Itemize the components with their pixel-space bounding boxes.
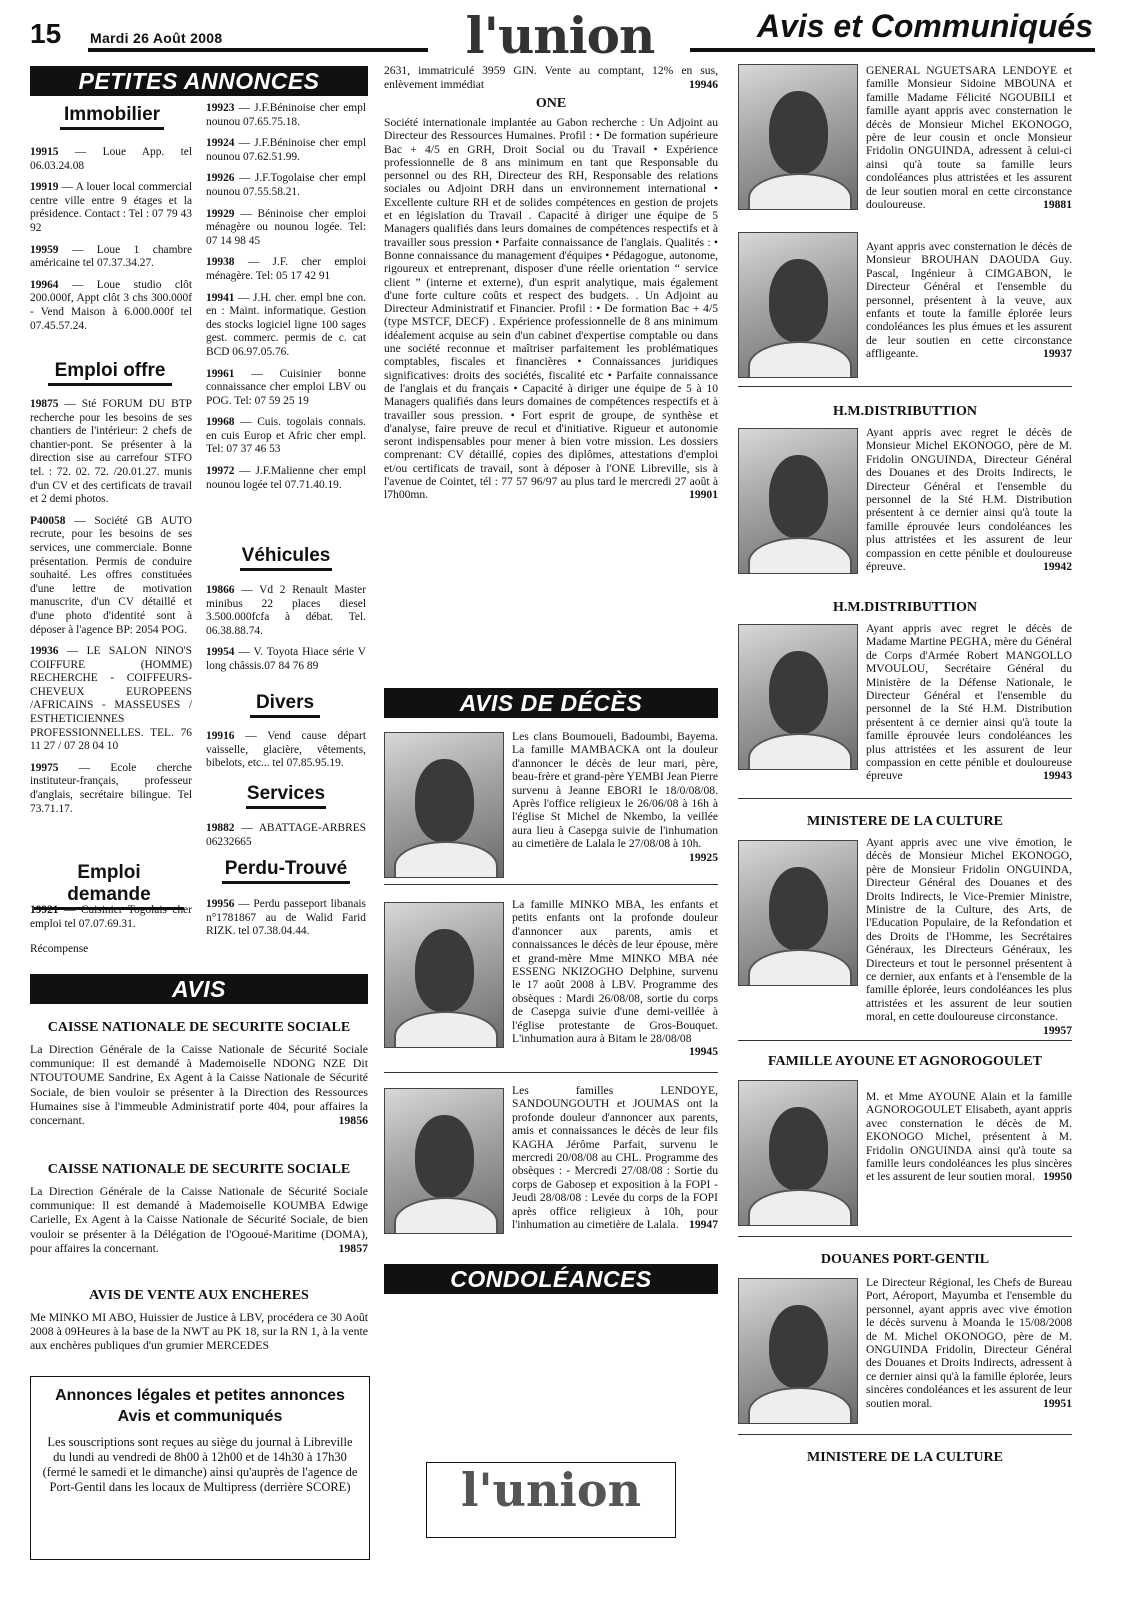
separator <box>738 798 1072 799</box>
condolence-5-text: Ayant appris avec une vive émotion, le décès de Monsieur Michel EKONOGO, père de Monsieur Fridolin ONGUINDA, Directeur Général des Douanes et des Droits Indirects, le Vice-Premier Ministre, Ministre de la Culture, des Arts, de l'Education Populaire, de la Refondation et des Droits de l'Homme, les Secrétaires Généraux, les Directeurs Généraux, les Directeurs et tout le personnel présentent à ce dernier, aux enfants et à l'ensemble de la famille éplorée, leurs condoléances les plus attristées et les assurent de leur soutien moral, en cette douloureuse circonstance. 19957 <box>866 836 1072 1037</box>
condolence-2-text: Ayant appris avec consternation le décès de Monsieur BROUHAN DAOUDA Guy. Pascal, Ingénieur à CIMGABON, le Directeur Général et l'ensemble du personnel, présentent à la veuve, aux enfants et toute la famille éplorée leurs condoléances les plus émues et les assurent de leur soutien en cette circonstance affligeante. 19937 <box>866 240 1072 361</box>
condolence-photo-2 <box>738 232 858 378</box>
bottom-logo: l'union <box>460 1463 642 1517</box>
recompense-text: Récompense <box>30 943 89 956</box>
petites-annonces-bar: PETITES ANNONCES <box>30 66 368 96</box>
condolence-5-head: MINISTERE DE LA CULTURE <box>807 814 1003 829</box>
deces-2-text: La famille MINKO MBA, les enfants et petits enfants ont la profonde douleur d'annoncer aux parents, amis et connaissances le décès de leur épouse, mère et grand-mère Mme MINKO MBA née ESSENG NKIZOGHO Delphine, survenu le 17 août 2008 à LBV. Programme des obsèques : Mardi 26/08/08, sortie du corps de Casepga suivie d'une demi-veillée à l'église protestante de Gros-Bouquet. L'inhumation aura à Bitam le 28/08/08 19945 <box>512 898 718 1059</box>
condolence-8-head: MINISTERE DE LA CULTURE <box>807 1450 1003 1465</box>
condolence-4-head: H.M.DISTRIBUTTION <box>833 600 977 615</box>
legal-box-text: Les souscriptions sont reçues au siège du journal à Libreville du lundi au vendredi de 8h00 à 12h00 et de 14h30 à 17h30 (fermé le samedi et le dimanche) ainsi qu'auprès de l'agence de Port-Gentil dans les locaux de Multipress (derrière SCORE) <box>42 1435 358 1494</box>
perdu-list <box>206 898 366 947</box>
condolence-3-text: Ayant appris avec regret le décès de Monsieur Michel EKONOGO, père de M. Fridolin ONGUINDA, Directeur Général des Douanes et des Droits Indirects, le Directeur Général et l'ensemble du personnel de la Sté H.M. Distribution présentent à ce dernier ainsi qu'à toute la famille éprouvée leurs condoléances les plus attristées et les assurent de leur compassion en cette pénible et douloureuse épreuve. 19942 <box>866 426 1072 574</box>
condolence-photo-5 <box>738 840 858 986</box>
annonce-19972: 19972 — J.F.Malienne cher empl nounou logée tel 07.71.40.19. <box>206 465 366 491</box>
avis-2-text: La Direction Générale de la Caisse Nationale de Sécurité Sociale communique: Il est demandé à Mademoiselle KOUMBA Edwige Carielle, Ex Agent à la Caisse Nationale de Sécurité Sociale, de bien vouloir se présenter à la Délégation de l'Ogooué-Maritime (DOMA), pour affaires la concernant. 19857 <box>30 1184 368 1255</box>
annonce-19938: 19938 — J.F. cher emploi ménagère. Tel: 05 17 42 91 <box>206 256 366 282</box>
annonce-19916: 19916 — Vend cause départ vaisselle, glacière, vêtements, bibelots, etc... tel 07.85.95.19. <box>206 730 366 770</box>
perdu-trouve-heading: Perdu-Trouvé <box>222 858 350 884</box>
separator <box>384 1072 718 1073</box>
avis-3-text: Me MINKO MI ABO, Huissier de Justice à LBV, procédera ce 30 Août 2008 à 09Heures à la base de la NWT au PK 18, sur la RN 1, à la vente aux enchères publiques d'un grumier MERCEDES <box>30 1310 368 1353</box>
annonce-19954: 19954 — V. Toyota Hiace série V long châssis.07 84 76 89 <box>206 646 366 672</box>
deces-1-text: Les clans Boumoueli, Badoumbi, Bayema. La famille MAMBACKA ont la douleur d'annoncer le décès de leur mari, père, beau-frère et grand-père YEMBI Jean Pierre survenu à Jeanne EBORI le 18/0/08/08. Après l'office religieux le 26/06/08 à 16h à l'église St Michel de Nkembo, la veillée aura lieu à Casepga suivie de l'inhumation au cimetière de Lalala le 27/08/08 à 10h. 19925 <box>512 730 718 864</box>
annonce-19926: 19926 — J.F.Togolaise cher empl nounou 07.55.58.21. <box>206 172 366 198</box>
condolence-6-text: M. et Mme AYOUNE Alain et la famille AGNOROGOULET Elisabeth, ayant appris avec consternation le décès de M. EKONOGO Michel, présentent à M. Fridolin ONGUINDA ainsi qu'à toute sa famille leurs condoléances les plus sincères et les assurent de leur soutien moral. 19950 <box>866 1090 1072 1184</box>
immobilier-list <box>30 146 192 341</box>
condolence-1-text: GENERAL NGUETSARA LENDOYE et famille Monsieur Sidoine MBOUNA et famille Madame Félicité NGOUBILI et famille ayant appris avec consternation le décès de Monsieur Michel EKONOGO, père de leur cousin et oncle Monsieur Fridolin ONGUINDA, adressent à celui-ci ainsi qu'à toute sa famille leurs condoléances plus attristées et les assurent de leur soutien moral en cette circonstance douloureuse. 19881 <box>866 64 1072 212</box>
annonce-19959: 19959 — Loue 1 chambre américaine tel 07.37.34.27. <box>30 243 192 270</box>
legal-notice-box <box>30 1376 370 1560</box>
condolence-photo-3 <box>738 428 858 574</box>
annonces-col2 <box>206 102 366 500</box>
annonce-19924: 19924 — J.F.Béninoise cher empl nounou 07.62.51.99. <box>206 137 366 163</box>
legal-box-title-2: Avis et communiqués <box>117 1408 283 1425</box>
emploi-offre-list <box>30 398 192 824</box>
annonce-19961: 19961 — Cuisinier bonne connaissance cher emploi LBV ou POG. Tel: 07 59 25 19 <box>206 367 366 407</box>
separator <box>738 386 1072 387</box>
deces-photo-3 <box>384 1088 504 1234</box>
vehicules-list <box>206 584 366 682</box>
annonce-19915: 19915 — Loue App. tel 06.03.24.08 <box>30 146 192 172</box>
divers-list <box>206 730 366 779</box>
separator <box>384 884 718 885</box>
deces-3-text: Les familles LENDOYE, SANDOUNGOUTH et JOUMAS ont la profonde douleur d'annoncer aux parents, amis et connaissances le décès de leur fils KAGHA Jérôme Parfait, survenu le mercredi 20/08/08 au CHL. Programme des obsèques : - Mercredi 27/08/08 : Sortie du corps de Gabosep et exposition à la FOPI - Jeudi 28/08/08 : Levée du corps de la FOPI après office religieux à 10h, pour l'inhumation au cimetière de Lalala. 19947 <box>512 1084 718 1232</box>
condolence-photo-1 <box>738 64 858 210</box>
page-number: 15 <box>30 18 62 49</box>
avis-1-head: CAISSE NATIONALE DE SECURITE SOCIALE <box>47 1020 351 1035</box>
emploi-demande-list <box>30 904 192 965</box>
section-title: Avis et Communiqués <box>756 8 1093 44</box>
annonce-19882: 19882 — ABATTAGE-ARBRES 06232665 <box>206 822 366 848</box>
deces-photo-1 <box>384 732 504 878</box>
annonce-19919: 19919 — A louer local commercial centre ville entre 9 étages et la présidence. Contact : Tel : 07 79 43 92 <box>30 181 192 234</box>
auction-continued: 2631, immatriculé 3959 GIN. Vente au comptant, 12% en sus, enlèvement immédiat 19946 <box>384 64 718 91</box>
legal-box-title-1: Annonces légales et petites annonces <box>55 1387 345 1404</box>
condolence-6-head: FAMILLE AYOUNE ET AGNOROGOULET <box>768 1054 1042 1069</box>
condolence-3-head: H.M.DISTRIBUTTION <box>833 404 977 419</box>
annonce-19975: 19975 — Ecole cherche instituteur-français, professeur d'anglais, secrétaire bilingue. Tel 73.71.17. <box>30 761 192 815</box>
header-rule-left <box>88 48 428 52</box>
vehicules-heading: Véhicules <box>240 545 332 571</box>
condolence-photo-4 <box>738 624 858 770</box>
bottom-logo-box <box>426 1462 676 1538</box>
annonce-19941: 19941 — J.H. cher. empl bne con. en : Maint. informatique. Gestion des stocks logiciel ligne 100 sages gest. commerc. permis de c. cat BCD 06.97.05.76. <box>206 291 366 358</box>
emploi-demande-heading: Emploi demande <box>34 862 184 910</box>
services-heading: Services <box>246 783 326 809</box>
annonce-19866: 19866 — Vd 2 Renault Master minibus 22 places diesel 3.500.000fcfa à débat. Tel. 06.38.88.74. <box>206 584 366 637</box>
condolence-7-text: Le Directeur Régional, les Chefs de Bureau Port, Aéroport, Mayumba et l'ensemble du personnel, ayant appris avec vive émotion le décès survenu à Moanda le 15/08/2008 de M. Michel OKONOGO, père de M. ONGUINDA Fridolin, Directeur Général des Douanes et Droits Indirects, adressent à ce dernier ainsi qu'à la famille éplorée, leurs sincères condoléances et les assurent de leur soutien moral. 19951 <box>866 1276 1072 1410</box>
annonce-19875: 19875 — Sté FORUM DU BTP recherche pour les besoins de ses chantiers de l'intérieur: 2 chefs de chantier-pont. Se présenter à la direction sise au carrefour STFO tel. : 72. 02. 72. /20.01.27. munis d'un CV et des certificats de travail et 2 demi photos. <box>30 398 192 506</box>
header-rule-right <box>690 48 1095 52</box>
separator <box>738 1040 1072 1041</box>
avis-deces-bar: AVIS DE DÉCÈS <box>384 688 718 718</box>
avis-2-head: CAISSE NATIONALE DE SECURITE SOCIALE <box>47 1162 351 1177</box>
annonce-19956: 19956 — Perdu passeport libanais n°1781867 au de Walid Farid RIZK. tel 07.38.04.44. <box>206 898 366 938</box>
condolence-4-text: Ayant appris avec regret le décès de Madame Martine PEGHA, mère du Général de Corps d'Armée Robert MANGOLLO MVOULOU, Secrétaire Général du Ministère de la Défense Nationale, le Directeur Général et l'ensemble du personnel de la Sté H.M. Distribution présentent à ce dernier ainsi qu'à toute la famille éprouvée leurs condoléances les plus attristées et les assurent de leur compassion en cette pénible et douloureuse épreuve 19943 <box>866 622 1072 783</box>
annonce-19923: 19923 — J.F.Béninoise cher empl nounou 07.65.75.18. <box>206 102 366 128</box>
condolence-7-head: DOUANES PORT-GENTIL <box>820 1252 990 1267</box>
emploi-offre-heading: Emploi offre <box>48 360 172 386</box>
services-list <box>206 822 366 857</box>
deces-photo-2 <box>384 902 504 1048</box>
annonce-19921: 19921 — Cuisinier Togolais cher emploi tel 07.07.69.31. <box>30 904 192 930</box>
avis-bar: AVIS <box>30 974 368 1004</box>
condolence-photo-6 <box>738 1080 858 1226</box>
one-heading: ONE <box>535 96 567 111</box>
avis-1-text: La Direction Générale de la Caisse Nationale de Sécurité Sociale communique: Il est demandé à Mademoiselle NDONG NZE Dit NTOUTOUME Sandrine, Ex Agent à la Caisse Nationale de Sécurité Sociale, de bien vouloir se présenter à la Direction des Ressources Humaines sise à l'immeuble Administratif porte 404, pour affaires la concernant. 19856 <box>30 1042 368 1128</box>
newspaper-logo: l'union <box>465 6 655 65</box>
separator <box>738 1236 1072 1237</box>
annonce-19936: 19936 — LE SALON NINO'S COIFFURE (HOMME) RECHERCHE - COIFFEURS-CHEVEUX EUROPEENS /AFRICAINS - MASSEUSES / ESTHETICIENNES PROFESSIONNELLES. TEL. 76 11 27 / 07 28 04 10 <box>30 645 192 753</box>
annonce-19929: 19929 — Béninoise cher emploi ménagère ou nounou logée. Tel: 07 14 98 45 <box>206 207 366 247</box>
annonce-19968: 19968 — Cuis. togolais connais. en cuis Europ et Afric cher empl. Tel: 07 37 46 53 <box>206 416 366 456</box>
condoleances-bar: CONDOLÉANCES <box>384 1264 718 1294</box>
divers-heading: Divers <box>250 692 320 718</box>
immobilier-heading: Immobilier <box>60 104 164 130</box>
page-date: Mardi 26 Août 2008 <box>90 30 223 46</box>
avis-3-head: AVIS DE VENTE AUX ENCHERES <box>89 1288 309 1303</box>
one-job-ad: Société internationale implantée au Gabon recherche : Un Adjoint au Directeur des Ressources Humaines. Profil : • De formation supérieure Bac + 4/5 en GRH, Droit Social ou du Travail • Expérience professionnelle de 8 ans minimum en tant que Responsable du personnel ou des RH, Directeur des RH, Responsable des relations sociales ou Adjoint DRH dans un environnement international • Excellente culture RH et de solides compétences en gestion de projets et en législation du Travail . Capacité à diriger une équipe de 5 Managers qualifiés dans leurs domaines de compétences respectifs et à travailler sous pression • Parfaite connaissance de l'anglais. Qualités : • Bonne connaissance du management d'équipes • Pédagogue, autonome, rigoureux et entreprenant, disposer d'une réelle orientation “ service client ” (interne et externe), d'un esprit analytique, mais également d'une forte culture coûts et respect des budgets. . Un Adjoint au Directeur Administratif et Financier. Profil : • De formation Bac + 4/5 (type MSTCF, DECF) . Expérience professionnelle de 8 ans minimum idéalement acquise au sein d'un cabinet d'expertise comptable ou dans une société reconnue et maîtriser parfaitement les problématiques comptables, fiscales et financières • Connaissances juridiques significatives: droits des sociétés, fiscalité etc • Parfaite connaissance de l'anglais et du français • Capacité à diriger une équipe de 5 à 10 Managers qualifiés dans leurs domaines de compétences respectifs et à travailler sous pression. • Fort esprit de groupe, de synthèse et d'analyse, faire preuve de recul et d'initiative. Rigueur et autonomie seront indispensables pour mener à bien votre mission. Les dossiers comprenant: CV détaillé, copies des diplômes, attestations d'emploi et/ou certificats de travail, sont à déposer à l'ONE Libreville, sis à l'avenue de Cointet, tél : 77 57 96/97 au plus tard le mercredi 27 août à l7h00mn. 19901 <box>384 116 718 502</box>
separator <box>738 1434 1072 1435</box>
annonce-19964: 19964 — Loue studio clôt 200.000f, Appt clôt 3 chs 300.000f - Vend Maison à 6.000.000f tel 07.45.57.24. <box>30 278 192 332</box>
annonce-p40058: P40058 — Société GB AUTO recrute, pour les besoins de ses services, une commerciale. Bonne présentation. Permis de conduire souhaité. Les offres constituées d'une lettre de motivation manuscrite, d'un CV détaillé et d'une photo d'identité sont à déposer à l'agence BP: 2054 POG. <box>30 514 192 636</box>
condolence-photo-7 <box>738 1278 858 1424</box>
